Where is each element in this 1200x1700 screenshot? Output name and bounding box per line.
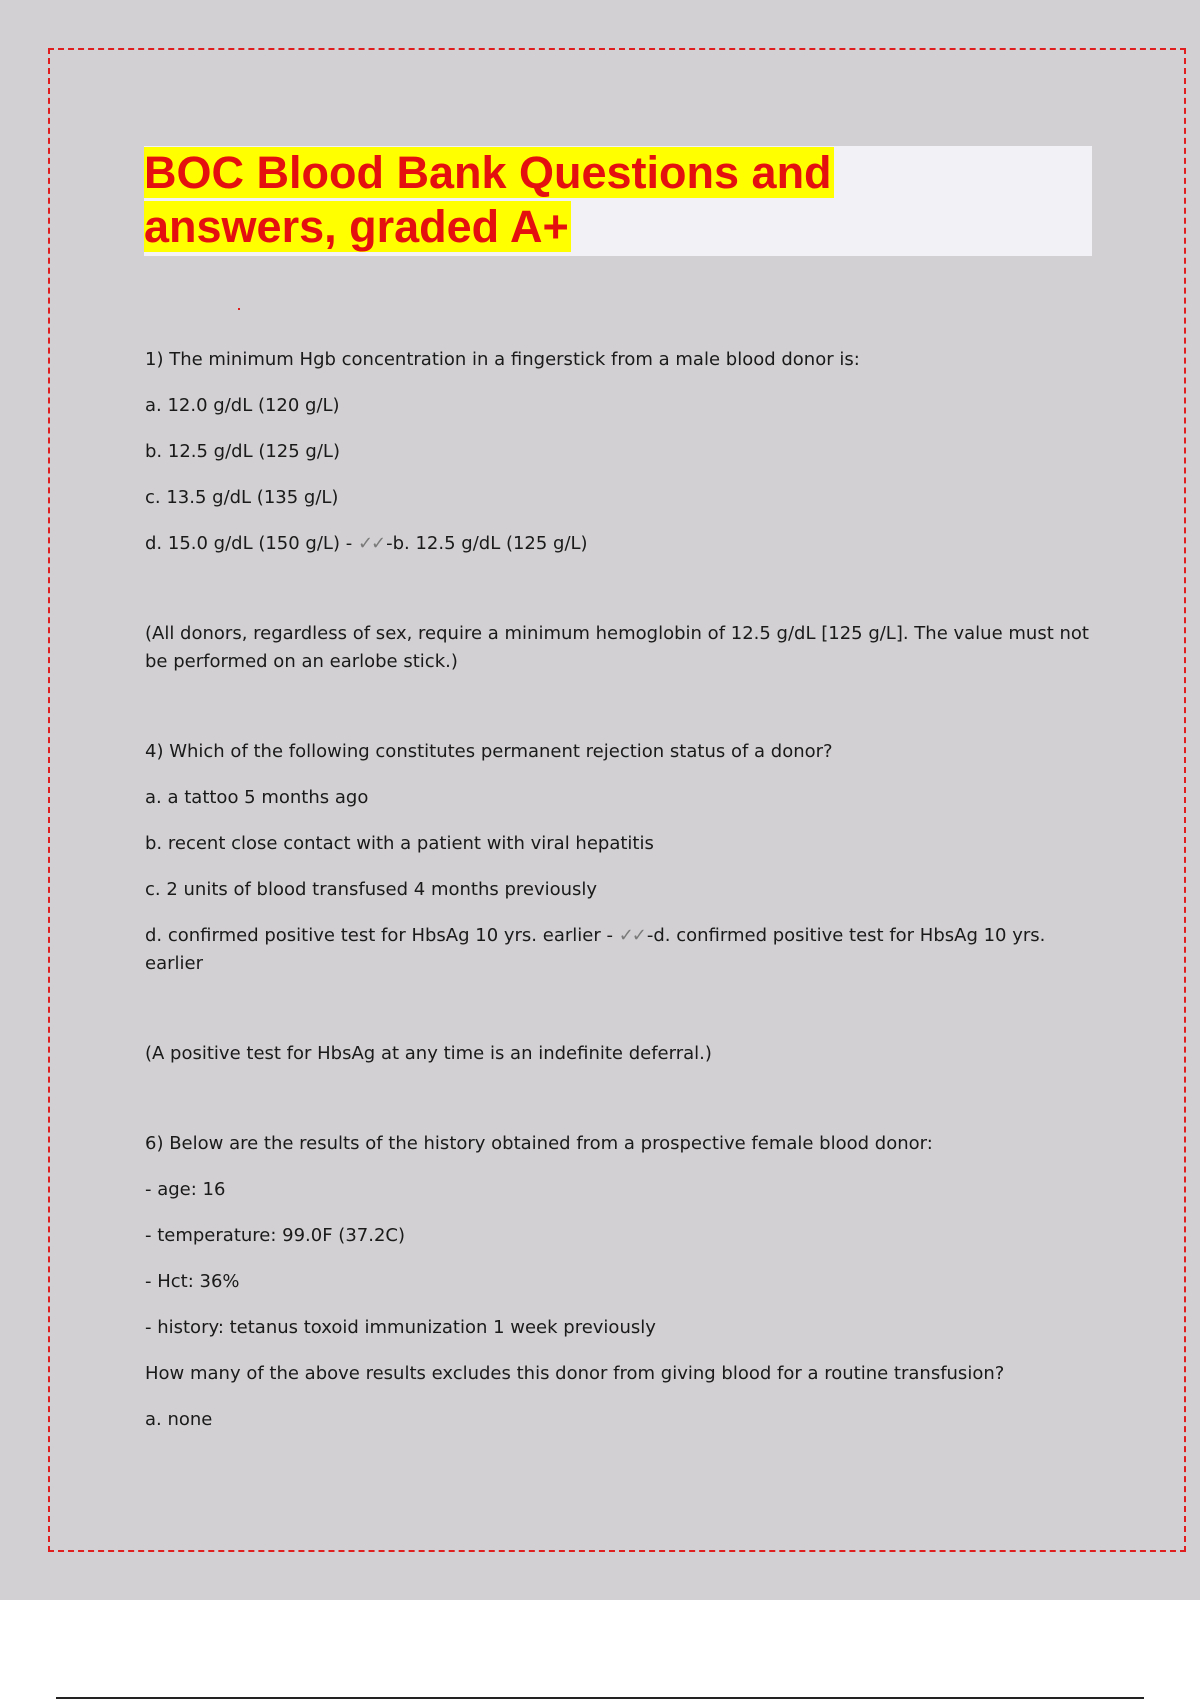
question-6-detail-age: - age: 16 [145, 1179, 226, 1200]
footer-divider [56, 1697, 1144, 1699]
question-1: 1) The minimum Hgb concentration in a fingerstick from a male blood donor is: [145, 349, 860, 370]
question-4-option-d: d. confirmed positive test for HbsAg 10 yrs. earlier - [145, 925, 613, 946]
question-6-detail-history: - history: tetanus toxoid immunization 1 week previously [145, 1317, 656, 1338]
question-4: 4) Which of the following constitutes permanent rejection status of a donor? [145, 741, 833, 762]
document-title-text: BOC Blood Bank Questions and answers, graded A+ [144, 147, 832, 252]
question-1-option-d: d. 15.0 g/dL (150 g/L) - [145, 533, 353, 554]
question-4-explanation: (A positive test for HbsAg at any time is an indefinite deferral.) [145, 1043, 712, 1064]
question-6-detail-hct: - Hct: 36% [145, 1271, 240, 1292]
question-6-detail-temperature: - temperature: 99.0F (37.2C) [145, 1225, 405, 1246]
stray-dot [238, 308, 240, 310]
question-6-prompt: How many of the above results excludes this donor from giving blood for a routine transfusion? [145, 1363, 1005, 1384]
document-title [144, 146, 904, 254]
question-1-answer: -b. 12.5 g/dL (125 g/L) [386, 533, 588, 554]
question-4-answer: -d. confirmed positive test for HbsAg 10 yrs. earlier [145, 925, 1046, 974]
question-4-option-b: b. recent close contact with a patient with viral hepatitis [145, 833, 654, 854]
question-4-option-c: c. 2 units of blood transfused 4 months previously [145, 879, 598, 900]
question-4-option-a: a. a tattoo 5 months ago [145, 787, 369, 808]
double-check-icon: ✓✓ [618, 925, 645, 946]
question-6-option-a: a. none [145, 1409, 213, 1430]
document-body [145, 346, 1095, 1434]
title-box [144, 146, 1092, 256]
question-4-option-d-with-answer [145, 922, 1095, 978]
double-check-icon: ✓✓ [357, 533, 385, 554]
question-1-option-c: c. 13.5 g/dL (135 g/L) [145, 487, 339, 508]
question-1-option-d-with-answer [145, 530, 1095, 558]
question-1-option-b: b. 12.5 g/dL (125 g/L) [145, 441, 340, 462]
question-1-option-a: a. 12.0 g/dL (120 g/L) [145, 395, 340, 416]
question-1-explanation: (All donors, regardless of sex, require a minimum hemoglobin of 12.5 g/dL [125 g/L]. The value must not be performed on an earlobe stick.) [145, 623, 1089, 672]
question-6: 6) Below are the results of the history obtained from a prospective female blood donor: [145, 1133, 933, 1154]
